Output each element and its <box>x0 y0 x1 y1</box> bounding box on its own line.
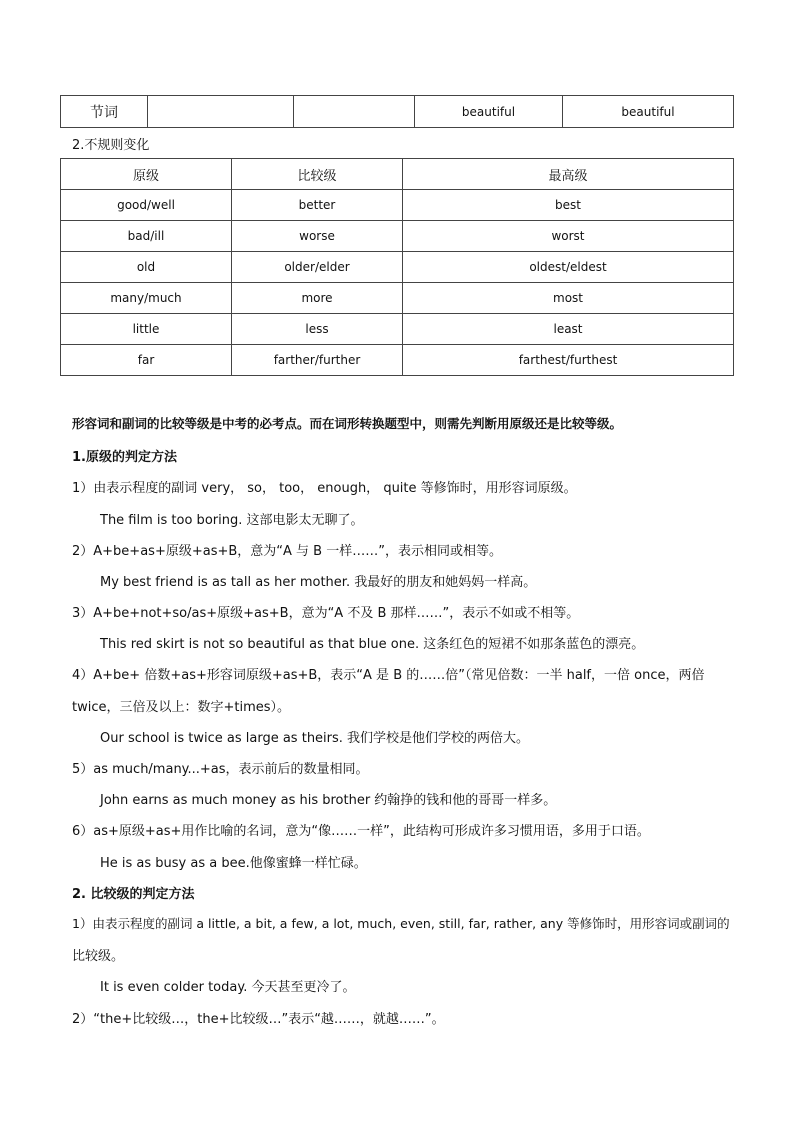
table-cell: worse <box>232 221 403 252</box>
table-header-row <box>61 159 734 190</box>
table-cell: most <box>403 283 734 314</box>
column-header: 原级 <box>61 159 232 190</box>
rule-6: 6）as+原级+as+用作比喻的名词，意为“像……一样”，此结构可形成许多习惯用语，多用于口语。 <box>72 824 650 839</box>
table-cell <box>148 96 294 128</box>
table-cell: beautiful <box>563 96 734 128</box>
column-header: 最高级 <box>403 159 734 190</box>
comparative-rule-1: 1）由表示程度的副词 a little, a bit, a few, a lot, much, even, still, far, rather, any 等修饰时，用形容词或副词的 <box>72 916 730 931</box>
table-cell: worst <box>403 221 734 252</box>
comparative-example-1: It is even colder today. 今天甚至更冷了。 <box>100 980 356 995</box>
rule-3: 3）A+be+not+so/as+原级+as+B，意为“A 不及 B 那样……”，表示不如或不相等。 <box>72 606 580 621</box>
table-cell: beautiful <box>415 96 563 128</box>
table-cell: least <box>403 314 734 345</box>
intro-paragraph: 形容词和副词的比较等级是中考的必考点。而在词形转换题型中，则需先判断用原级还是比较等级。 <box>72 416 623 431</box>
table-cell: best <box>403 190 734 221</box>
table-cell: older/elder <box>232 252 403 283</box>
rule-4-continued: twice，三倍及以上：数字+times）。 <box>72 700 291 715</box>
column-header: 比较级 <box>232 159 403 190</box>
rule-2: 2）A+be+as+原级+as+B，意为“A 与 B 一样……”，表示相同或相等。 <box>72 544 502 559</box>
example-4: Our school is twice as large as theirs. 我们学校是他们学校的两倍大。 <box>100 731 530 746</box>
irregular-table <box>60 158 734 376</box>
table-cell: farther/further <box>232 345 403 376</box>
section-title-comparative: 2. 比较级的判定方法 <box>72 887 195 902</box>
table-cell: good/well <box>61 190 232 221</box>
table-cell: better <box>232 190 403 221</box>
table-cell: less <box>232 314 403 345</box>
table-row <box>61 221 734 252</box>
table-cell: farthest/furthest <box>403 345 734 376</box>
table-cell: oldest/eldest <box>403 252 734 283</box>
top-table-fragment <box>60 95 734 128</box>
table-cell: little <box>61 314 232 345</box>
comparative-rule-2: 2）“the+比较级…，the+比较级…”表示“越……，就越……”。 <box>72 1012 445 1027</box>
example-3: This red skirt is not so beautiful as that blue one. 这条红色的短裙不如那条蓝色的漂亮。 <box>100 637 645 652</box>
table-row <box>61 96 734 128</box>
table-cell: old <box>61 252 232 283</box>
rule-4: 4）A+be+ 倍数+as+形容词原级+as+B，表示“A 是 B 的……倍”（常见倍数：一半 half，一倍 once，两倍 <box>72 668 705 683</box>
table-row <box>61 252 734 283</box>
example-5: John earns as much money as his brother 约翰挣的钱和他的哥哥一样多。 <box>100 793 557 808</box>
section-heading-irregular: 2.不规则变化 <box>72 138 150 153</box>
example-1: The film is too boring. 这部电影太无聊了。 <box>100 513 364 528</box>
table-cell: more <box>232 283 403 314</box>
comparative-rule-1-continued: 比较级。 <box>72 949 125 964</box>
example-2: My best friend is as tall as her mother. 我最好的朋友和她妈妈一样高。 <box>100 575 537 590</box>
table-cell: bad/ill <box>61 221 232 252</box>
rule-5: 5）as much/many...+as，表示前后的数量相同。 <box>72 762 369 777</box>
table-row <box>61 283 734 314</box>
table-cell <box>294 96 415 128</box>
rule-1: 1）由表示程度的副词 very， so， too， enough， quite 等修饰时，用形容词原级。 <box>72 481 577 496</box>
table-cell: many/much <box>61 283 232 314</box>
table-cell: far <box>61 345 232 376</box>
table-row <box>61 314 734 345</box>
section-title-positive-degree: 1.原级的判定方法 <box>72 450 177 465</box>
table-row <box>61 190 734 221</box>
table-row <box>61 345 734 376</box>
table-cell: 节词 <box>61 96 148 128</box>
example-6: He is as busy as a bee.他像蜜蜂一样忙碌。 <box>100 856 367 871</box>
